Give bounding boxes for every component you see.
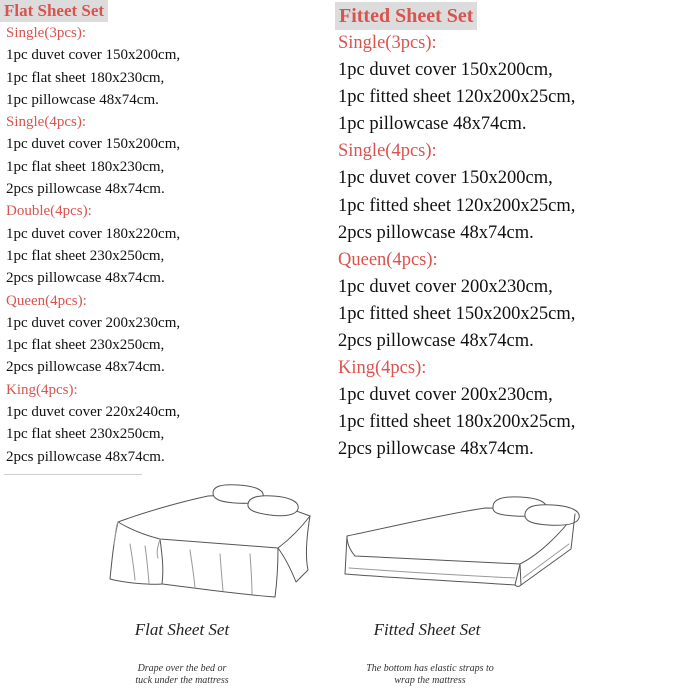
spec-line: 1pc flat sheet 230x250cm, xyxy=(6,247,165,264)
spec-line: 2pcs pillowcase 48x74cm. xyxy=(6,181,165,198)
fitted-sheet-caption-description xyxy=(330,663,530,687)
flat-sheet-set-title: Flat Sheet Set xyxy=(0,0,108,22)
caption-line: wrap the mattress xyxy=(394,675,466,686)
size-heading: Single(4pcs): xyxy=(338,141,437,162)
spec-line: 1pc flat sheet 180x230cm, xyxy=(6,69,165,86)
fitted-sheet-set-list xyxy=(335,30,675,464)
spec-line: 1pc duvet cover 220x240cm, xyxy=(6,404,181,421)
size-heading: Queen(4pcs): xyxy=(6,292,87,309)
spec-line: 1pc duvet cover 150x200cm, xyxy=(338,60,553,81)
spec-line: 2pcs pillowcase 48x74cm. xyxy=(338,222,534,243)
spec-line: 1pc pillowcase 48x74cm. xyxy=(6,91,159,108)
size-heading: King(4pcs): xyxy=(6,381,78,398)
flat-sheet-set-list xyxy=(0,22,330,468)
spec-line: 1pc fitted sheet 180x200x25cm, xyxy=(338,412,576,433)
divider xyxy=(4,474,142,475)
spec-line: 2pcs pillowcase 48x74cm. xyxy=(6,270,165,287)
flat-sheet-caption-title: Flat Sheet Set xyxy=(134,620,230,639)
spec-line: 2pcs pillowcase 48x74cm. xyxy=(6,448,165,465)
spec-line: 1pc fitted sheet 120x200x25cm, xyxy=(338,87,576,108)
spec-line: 1pc flat sheet 230x250cm, xyxy=(6,426,165,443)
spec-line: 2pcs pillowcase 48x74cm. xyxy=(338,331,534,352)
spec-line: 1pc duvet cover 200x230cm, xyxy=(6,314,181,331)
spec-line: 1pc duvet cover 150x200cm, xyxy=(6,136,181,153)
spec-line: 1pc duvet cover 200x230cm, xyxy=(338,385,553,406)
spec-line: 2pcs pillowcase 48x74cm. xyxy=(338,439,534,460)
spec-line: 1pc pillowcase 48x74cm. xyxy=(338,114,527,135)
spec-line: 2pcs pillowcase 48x74cm. xyxy=(6,359,165,376)
fitted-sheet-bed-icon xyxy=(335,484,590,594)
spec-line: 1pc flat sheet 180x230cm, xyxy=(6,158,165,175)
spec-line: 1pc duvet cover 150x200cm, xyxy=(6,47,181,64)
size-heading: King(4pcs): xyxy=(338,358,427,379)
caption-line: The bottom has elastic straps to xyxy=(366,663,494,674)
spec-line: 1pc fitted sheet 120x200x25cm, xyxy=(338,195,576,216)
size-heading: Single(3pcs): xyxy=(6,25,86,41)
spec-line: 1pc flat sheet 230x250cm, xyxy=(6,337,165,354)
fitted-sheet-set-title: Fitted Sheet Set xyxy=(335,2,477,30)
size-heading: Single(3pcs): xyxy=(338,33,437,53)
spec-line: 1pc duvet cover 200x230cm, xyxy=(338,276,553,297)
caption-line: tuck under the mattress xyxy=(135,675,229,686)
fitted-sheet-caption-title: Fitted Sheet Set xyxy=(373,620,481,639)
size-heading: Double(4pcs): xyxy=(6,203,92,220)
spec-line: 1pc duvet cover 150x200cm, xyxy=(338,168,553,189)
spec-line: 1pc fitted sheet 150x200x25cm, xyxy=(338,303,576,324)
size-heading: Queen(4pcs): xyxy=(338,249,438,270)
flat-sheet-set-panel xyxy=(0,0,330,478)
flat-sheet-caption-description xyxy=(92,663,272,687)
spec-line: 1pc duvet cover 180x220cm, xyxy=(6,225,181,242)
caption-line: Drape over the bed or xyxy=(137,663,227,674)
size-heading: Single(4pcs): xyxy=(6,114,86,131)
fitted-sheet-set-panel xyxy=(335,0,675,470)
flat-sheet-bed-icon xyxy=(100,484,325,599)
